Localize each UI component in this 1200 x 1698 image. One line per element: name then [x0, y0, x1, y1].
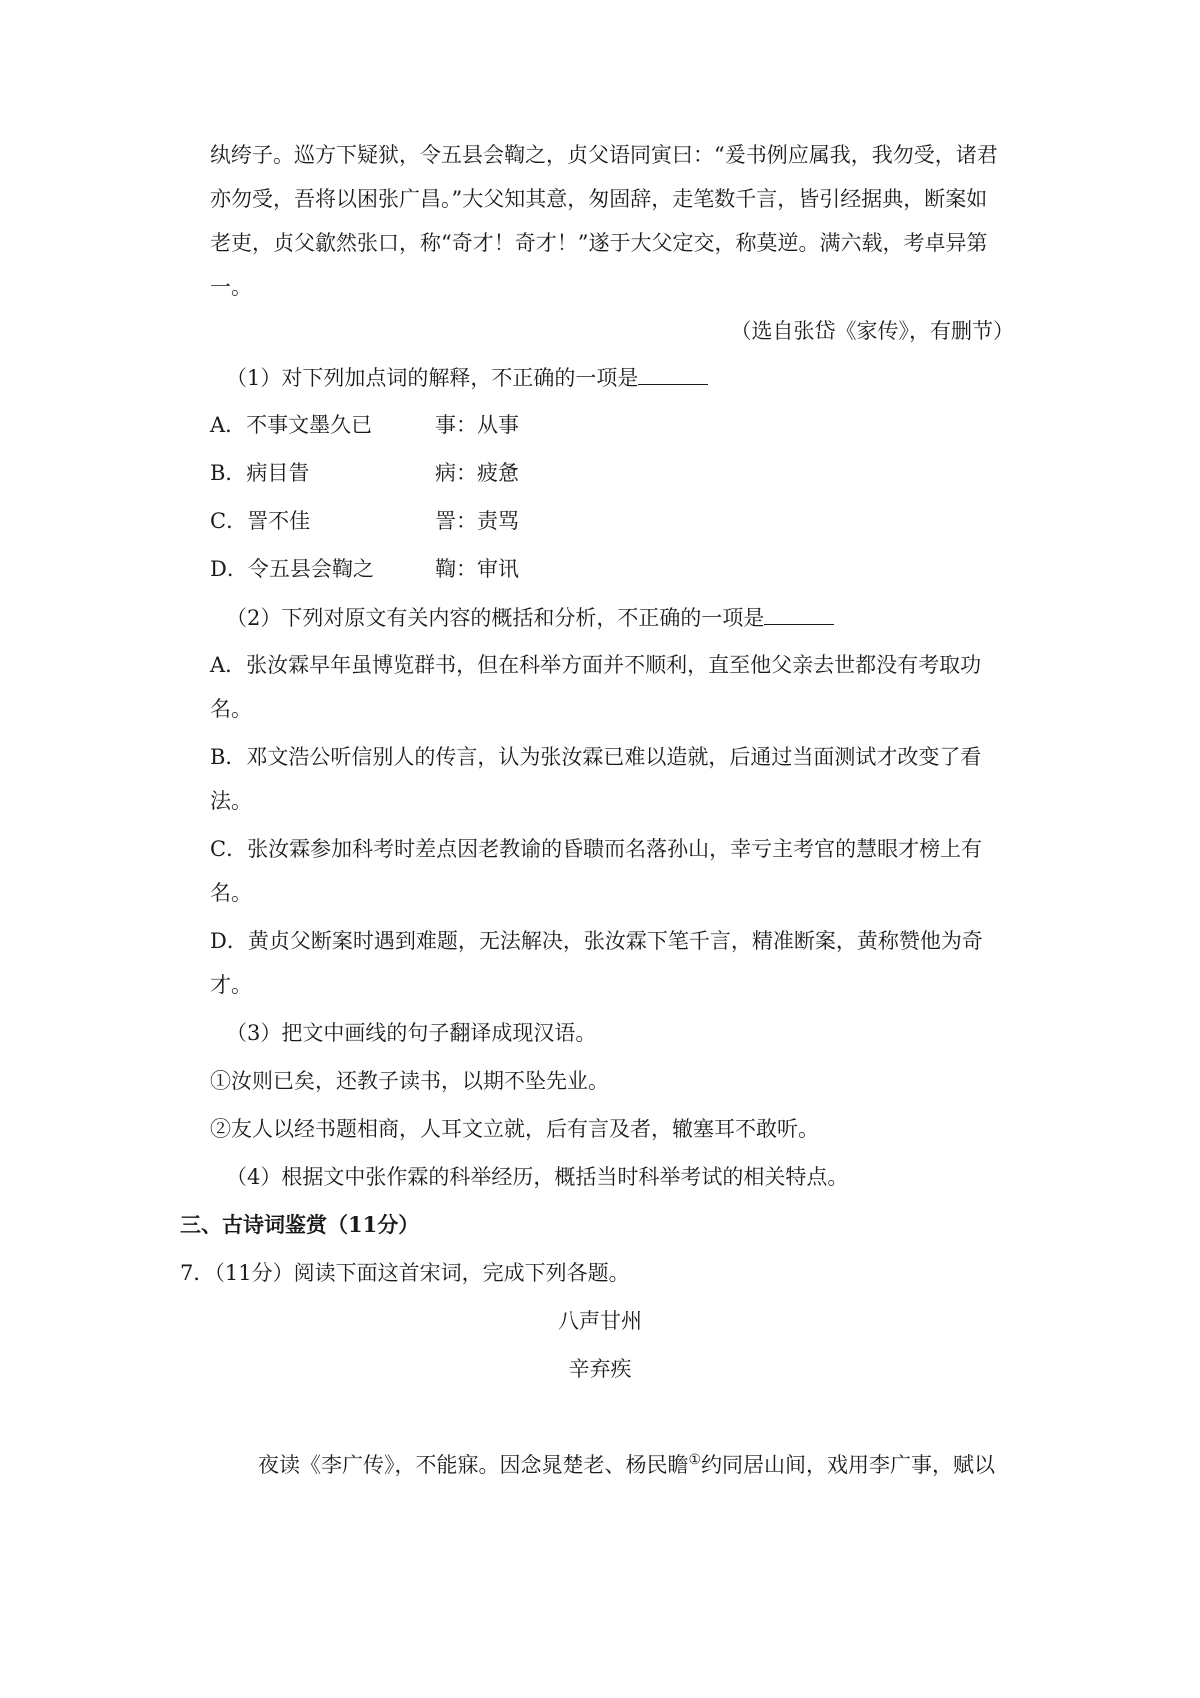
section-heading: 三、古诗词鉴赏（11分） [180, 1212, 420, 1237]
q1-option-a-gloss: 事：从事 [435, 413, 519, 437]
q2-option-a-line2: 名。 [210, 697, 252, 721]
passage-line-3: 老吏，贞父歙然张口，称“奇才！奇才！”遂于大父定交，称莫逆。满六载，考卓异第 [210, 231, 988, 255]
q2-option-c-line1: C．张汝霖参加科考时差点因老教谕的昏聩而名落孙山，幸亏主考官的慧眼才榜上有 [210, 837, 983, 861]
passage-line-2: 亦勿受，吾将以困张广昌。”大父知其意，匆固辞，走笔数千言，皆引经据典，断案如 [210, 187, 988, 211]
q1-stem-text: （1）对下列加点词的解释，不正确的一项是 [226, 366, 639, 390]
q2-option-b-line2: 法。 [210, 789, 252, 813]
poem-title: 八声甘州 [558, 1309, 642, 1333]
q1-option-b-gloss: 病：疲惫 [435, 461, 519, 485]
q2-stem [226, 602, 834, 633]
passage-line-4: 一。 [210, 275, 252, 299]
q1-option-d-label: D．令五县会鞫之 [210, 557, 374, 581]
q7-stem: 7．（11分）阅读下面这首宋词，完成下列各题。 [180, 1261, 630, 1285]
q2-stem-text: （2）下列对原文有关内容的概括和分析，不正确的一项是 [226, 606, 765, 630]
q1-option-d [210, 554, 519, 584]
q1-option-d-gloss: 鞫：审讯 [435, 557, 519, 581]
q1-option-a-label: A．不事文墨久已 [210, 413, 373, 437]
q1-option-c-label: C．詈不佳 [210, 509, 311, 533]
q1-option-b-label: B．病目眚 [210, 461, 310, 485]
q2-option-a-line1: A．张汝霖早年虽博览群书，但在科举方面并不顺利，直至他父亲去世都没有考取功 [210, 653, 982, 677]
q1-stem [226, 362, 708, 393]
q1-option-b [210, 458, 519, 488]
footnote-mark: ① [688, 1452, 702, 1468]
q2-option-b-line1: B．邓文浩公听信别人的传言，认为张汝霖已难以造就，后通过当面测试才改变了看 [210, 745, 982, 769]
q1-option-c-gloss: 詈：责骂 [435, 509, 519, 533]
q1-option-a [210, 410, 519, 440]
q2-option-d-line1: D．黄贞父断案时遇到难题，无法解决，张汝霖下笔千言，精准断案，黄称赞他为奇 [210, 929, 983, 953]
q3-item-2: ②友人以经书题相商，人耳文立就，后有言及者，辙塞耳不敢听。 [210, 1117, 819, 1141]
passage-source: （选自张岱《家传》，有删节） [730, 319, 1014, 343]
poem-author: 辛弃疾 [568, 1357, 632, 1381]
q3-stem: （3）把文中画线的句子翻译成现汉语。 [226, 1021, 597, 1045]
answer-blank [638, 362, 708, 385]
q1-option-c [210, 506, 519, 536]
answer-blank [764, 602, 834, 625]
q4-stem: （4）根据文中张作霖的科举经历，概括当时科举考试的相关特点。 [226, 1165, 849, 1189]
poem-preface-before: 夜读《李广传》，不能寐。因念晁楚老、杨民瞻 [258, 1453, 689, 1477]
poem-preface [258, 1450, 995, 1480]
passage-line-1: 纨绔子。巡方下疑狱，令五县会鞫之，贞父语同寅曰：“爰书例应属我，我勿受，诸君 [210, 143, 998, 167]
poem-preface-after: 约同居山间，戏用李广事，赋以 [701, 1453, 996, 1477]
q3-item-1: ①汝则已矣，还教子读书，以期不坠先业。 [210, 1069, 609, 1093]
q2-option-d-line2: 才。 [210, 973, 252, 997]
q2-option-c-line2: 名。 [210, 881, 252, 905]
